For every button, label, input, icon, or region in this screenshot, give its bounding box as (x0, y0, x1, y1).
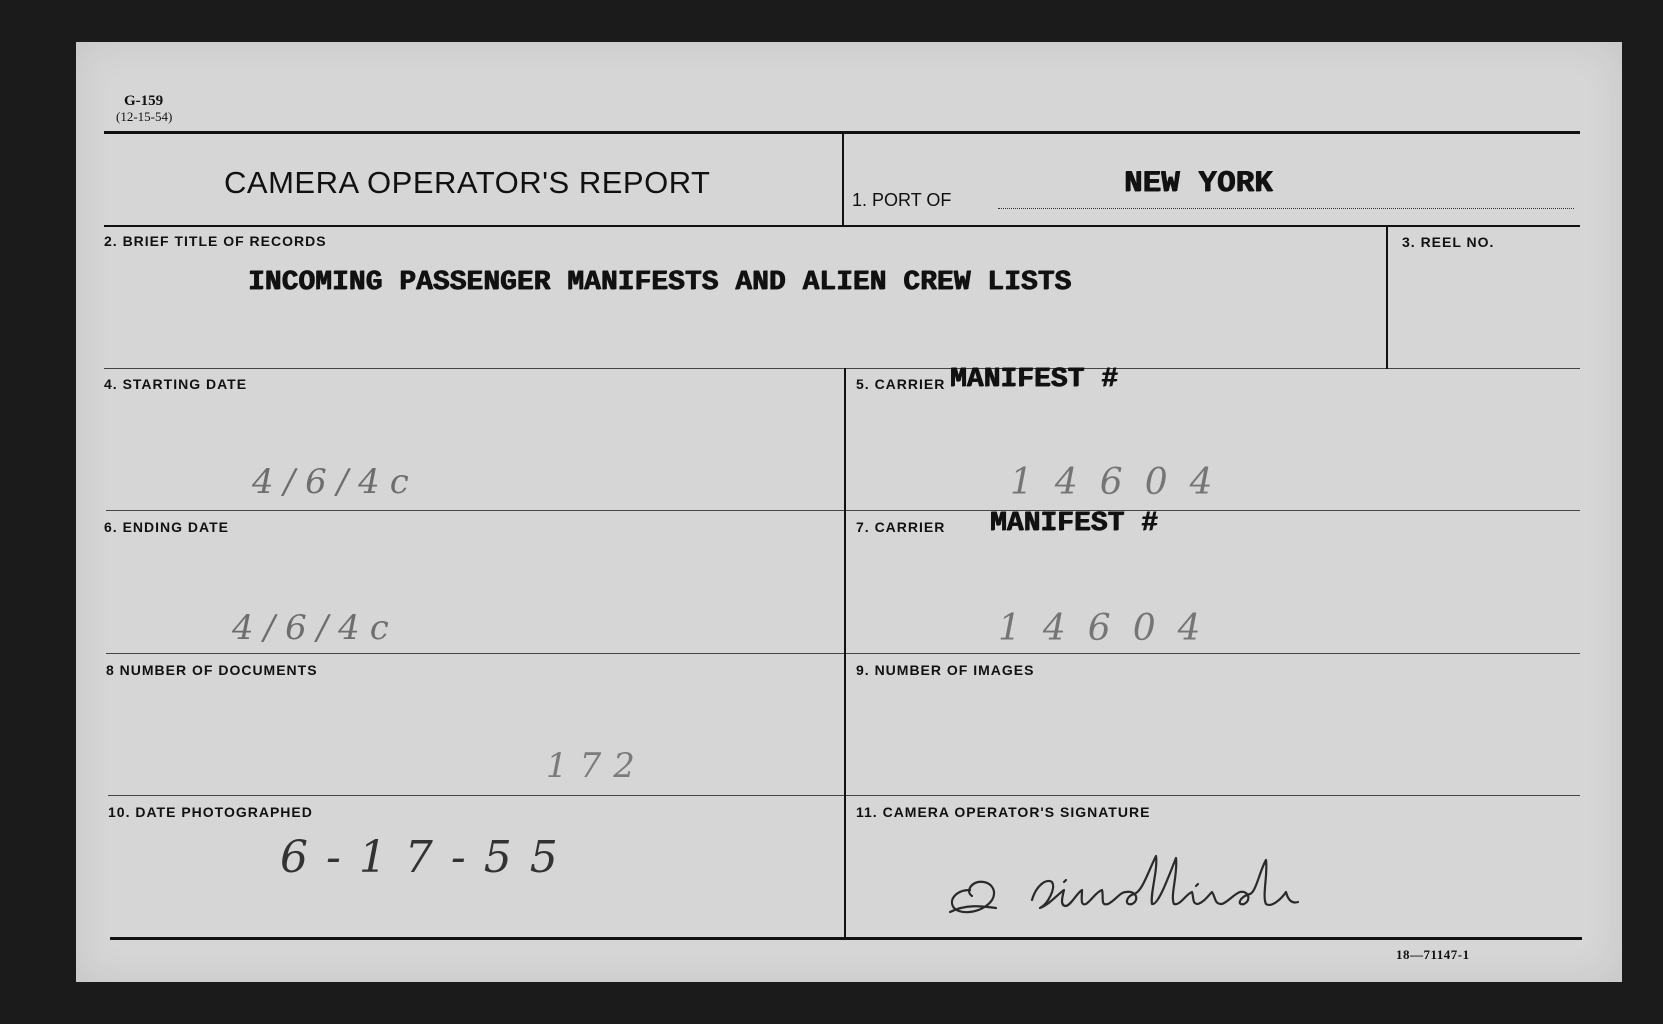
rule-2 (104, 368, 1580, 369)
vrule-header (842, 131, 844, 227)
port-label (852, 182, 951, 213)
title-value: INCOMING PASSENGER MANIFESTS AND ALIEN CREW LISTS (248, 267, 1072, 298)
signature-label: 11. CAMERA OPERATOR'S SIGNATURE (856, 804, 1151, 820)
num-images-label: 9. NUMBER OF IMAGES (856, 662, 1035, 678)
start-date-value: 4/6/4c (252, 462, 419, 502)
end-carrier-label: 7. CARRIER (856, 519, 946, 535)
end-carrier-stamp: MANIFEST # (990, 508, 1159, 539)
end-carrier-value: 14604 (998, 608, 1223, 649)
report-card (76, 42, 1622, 982)
form-revision: (12-15-54) (116, 109, 173, 124)
operator-signature (936, 842, 1336, 922)
port-label-text: 1. PORT OF (852, 190, 952, 210)
port-dotline (998, 208, 1574, 209)
num-documents-value: 172 (546, 746, 647, 786)
rule-4 (106, 653, 1580, 654)
rule-bottom (110, 937, 1582, 940)
report-title: CAMERA OPERATOR'S REPORT (224, 165, 711, 200)
date-photographed-value: 6-17-55 (280, 832, 576, 883)
start-date-label: 4. STARTING DATE (104, 376, 248, 392)
date-photographed-label: 10. DATE PHOTOGRAPHED (108, 804, 313, 820)
end-date-value: 4/6/4c (232, 608, 399, 648)
port-value: NEW YORK (1124, 166, 1273, 201)
form-number: G-159 (124, 93, 164, 109)
rule-3 (106, 510, 1580, 511)
reel-label: 3. REEL NO. (1402, 234, 1495, 250)
vrule-reel (1386, 227, 1388, 369)
start-carrier-value: 14604 (1010, 462, 1235, 503)
start-carrier-stamp: MANIFEST # (950, 364, 1119, 395)
footer-code: 18—71147-1 (1396, 947, 1470, 962)
vrule-body (844, 368, 846, 939)
num-documents-label: 8 NUMBER OF DOCUMENTS (106, 662, 318, 678)
title-label: 2. BRIEF TITLE OF RECORDS (104, 233, 327, 249)
end-date-label: 6. ENDING DATE (104, 519, 229, 535)
start-carrier-label: 5. CARRIER (856, 376, 946, 392)
